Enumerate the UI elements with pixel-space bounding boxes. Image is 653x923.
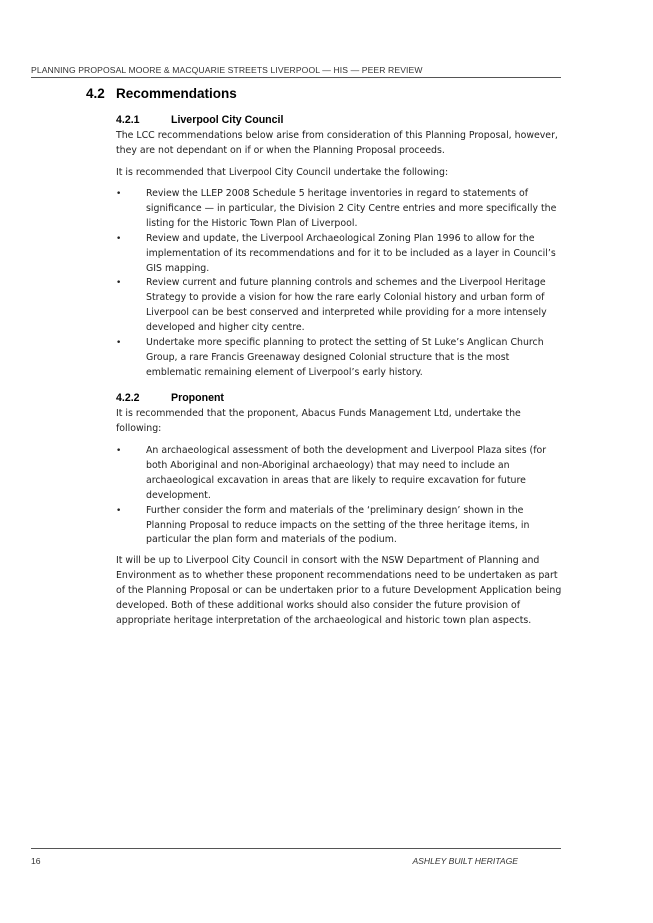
list-item-text: Review and update, the Liverpool Archaeological Zoning Plan 1996 to allow for the implementation of its recommendations and for it to be included as a layer in Council’s GIS mapping. <box>146 232 556 274</box>
header-divider <box>31 77 561 78</box>
bullet-icon: • <box>116 189 122 199</box>
bullet-icon: • <box>116 233 122 244</box>
list-item <box>116 187 562 232</box>
subsection-title: Proponent <box>171 392 224 404</box>
section-number: 4.2 <box>86 86 105 101</box>
list-item-text: Further consider the form and materials of the ‘preliminary design’ shown in the Planning Proposal to reduce impacts on the setting of the three heritage items, in particular the plan form and materials of the podium. <box>146 504 530 546</box>
list-item <box>116 504 562 549</box>
subsection-heading-proponent <box>116 392 224 404</box>
page-number: 16 <box>31 856 41 866</box>
paragraph: It is recommended that Liverpool City Council undertake the following: <box>116 167 449 178</box>
bullet-icon: • <box>116 338 122 349</box>
paragraph: The LCC recommendations below arise from consideration of this Planning Proposal, however, they are not dependant on if or when the Planning Proposal proceeds. <box>116 130 558 156</box>
list-item-text: Undertake more specific planning to protect the setting of St Luke’s Anglican Church Group, a rare Francis Greenaway designed Colonial structure that is the most emblematic remaining element of Liverpool’s early history. <box>146 337 544 378</box>
bullet-list-lcc <box>116 187 562 381</box>
subsection-number: 4.2.2 <box>116 392 140 404</box>
section-title: Recommendations <box>116 86 237 101</box>
subsection-heading-lcc <box>116 114 283 126</box>
subsection-number: 4.2.1 <box>116 114 140 126</box>
section-heading <box>86 86 237 101</box>
footer-author: ASHLEY BUILT HERITAGE <box>412 856 518 866</box>
list-item <box>116 444 562 504</box>
list-item-text: An archaeological assessment of both the development and Liverpool Plaza sites (for both Aboriginal and non-Aboriginal archaeology) that may need to include an archaeological excavation in areas that are likely to require excavation for future development. <box>146 445 547 501</box>
paragraph: It is recommended that the proponent, Abacus Funds Management Ltd, undertake the following: <box>116 408 521 434</box>
bullet-icon: • <box>116 446 122 456</box>
subsection-title: Liverpool City Council <box>171 114 284 126</box>
list-item-text: Review the LLEP 2008 Schedule 5 heritage inventories in regard to statements of significance — in particular, the Division 2 City Centre entries and more specifically the listing for the Historic Town Plan of Liverpool. <box>146 188 557 229</box>
list-item <box>116 276 562 336</box>
running-header: PLANNING PROPOSAL MOORE & MACQUARIE STREETS LIVERPOOL — HIS — PEER REVIEW <box>31 65 423 75</box>
closing-paragraph: It will be up to Liverpool City Council in consort with the NSW Department of Planning and Environment as to whether these proponent recommendations need to be undertaken as part of the Planning Proposal or can be undertaken prior to a future Development Application being developed. Both of these additional works should also consider the future provision of appropriate heritage interpretation of the archaeological and historic town plan aspects. <box>116 555 562 626</box>
bullet-list-proponent <box>116 444 562 548</box>
bullet-icon: • <box>116 505 122 516</box>
list-item <box>116 232 562 277</box>
bullet-icon: • <box>116 278 122 289</box>
list-item <box>116 336 562 381</box>
list-item-text: Review current and future planning controls and schemes and the Liverpool Heritage Strategy to provide a vision for how the rare early Colonial history and urban form of Liverpool can be best conserved and interpreted while providing for a more intensely developed and higher city centre. <box>146 277 547 334</box>
footer-divider <box>31 848 561 849</box>
